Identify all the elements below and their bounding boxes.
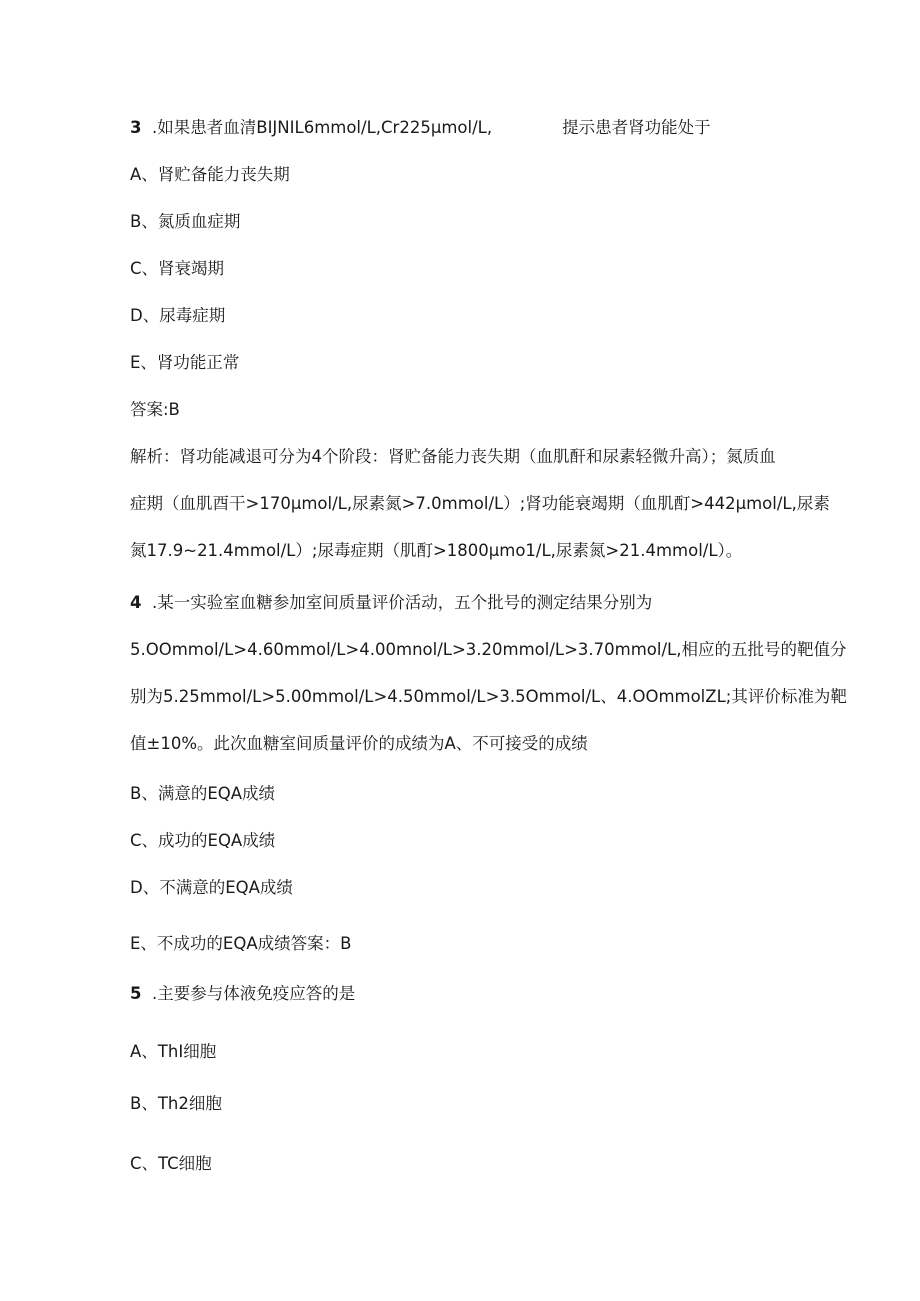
question-number: 5 — [130, 984, 142, 1003]
analysis-line: 症期（血肌酉干>170μmol/L,尿素氮>7.0mmol/L）;肾功能衰竭期（血肌酊>442μmol/L,尿素 — [130, 494, 830, 513]
option: D、尿毒症期 — [130, 306, 226, 325]
question-stem-line: 别为5.25mmol/L>5.00mmol/L>4.50mmol/L>3.5Ommol/L、4.OOmmolZL;其评价标准为靶 — [130, 687, 847, 706]
question-stem-part: .主要参与体液免疫应答的是 — [152, 984, 356, 1003]
analysis-line: 氮17.9~21.4mmol/L）;尿毒症期（肌酊>1800μmo1/L,尿素氮>21.4mmol/L）。 — [130, 541, 743, 560]
option: C、肾衰竭期 — [130, 259, 225, 278]
question-5-stem — [130, 983, 355, 1005]
option: B、满意的EQA成绩 — [130, 784, 276, 803]
analysis-line: 解析：肾功能减退可分为4个阶段：肾贮备能力丧失期（血肌酐和尿素轻微升高）；氮质血 — [130, 447, 776, 466]
question-4-stem — [130, 592, 652, 614]
option: E、不成功的EQA成绩答案：B — [130, 934, 352, 953]
question-stem-part: .如果患者血清BIJNIL6mmol/L,Cr225μmol/L, — [152, 118, 493, 137]
answer: 答案:B — [130, 400, 180, 419]
option: B、氮质血症期 — [130, 212, 241, 231]
question-stem-line: 5.OOmmol/L>4.60mmol/L>4.00mnol/L>3.20mmol/L>3.70mmol/L,相应的五批号的靶值分 — [130, 640, 847, 659]
question-stem-part: .某一实验室血糖参加室间质量评价活动，五个批号的测定结果分别为 — [152, 593, 653, 612]
question-number: 4 — [130, 593, 142, 612]
question-3-stem — [130, 117, 711, 139]
question-number: 3 — [130, 118, 142, 137]
option: D、不满意的EQA成绩 — [130, 878, 293, 897]
option: A、ThI细胞 — [130, 1042, 217, 1061]
option: B、Th2细胞 — [130, 1094, 222, 1113]
option: E、肾功能正常 — [130, 353, 240, 372]
question-stem-line: 值±10%。此次血糖室间质量评价的成绩为A、不可接受的成绩 — [130, 734, 588, 753]
option: C、成功的EQA成绩 — [130, 831, 276, 850]
question-stem-part: 提示患者肾功能处于 — [562, 118, 711, 137]
option: C、TC细胞 — [130, 1154, 212, 1173]
option: A、肾贮备能力丧失期 — [130, 165, 290, 184]
